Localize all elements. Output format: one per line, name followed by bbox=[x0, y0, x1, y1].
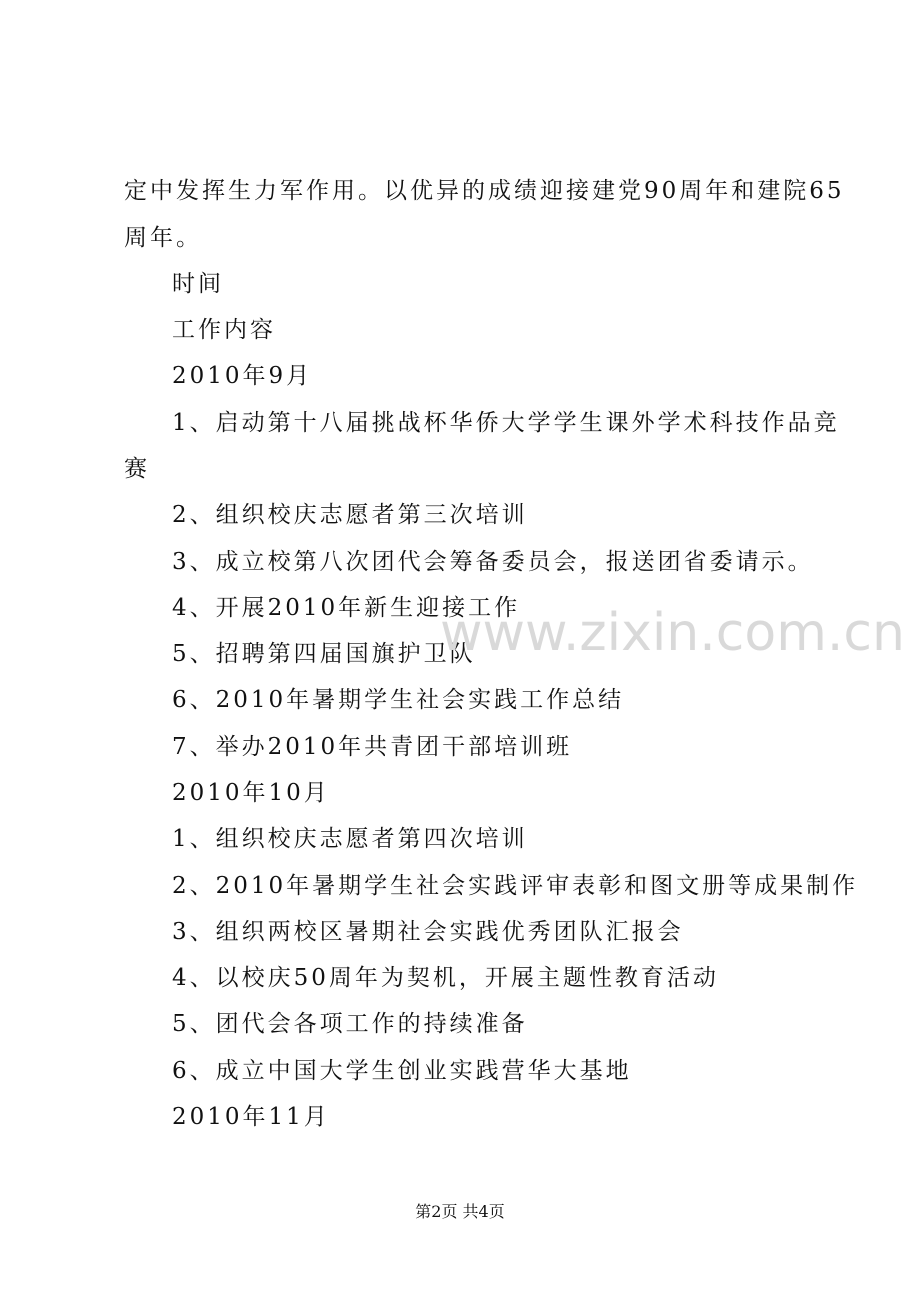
list-item: 2、组织校庆志愿者第三次培训 bbox=[172, 502, 528, 528]
list-item: 6、成立中国大学生创业实践营华大基地 bbox=[172, 1058, 632, 1084]
page-footer: 第2页 共4页 bbox=[415, 1202, 505, 1221]
list-item: 5、团代会各项工作的持续准备 bbox=[172, 1011, 528, 1037]
list-item: 1、启动第十八届挑战杯华侨大学学生课外学术科技作品竞 bbox=[172, 410, 840, 436]
list-item-continuation: 赛 bbox=[124, 456, 150, 482]
month-heading: 2010年9月 bbox=[172, 363, 313, 389]
list-item: 3、成立校第八次团代会筹备委员会，报送团省委请示。 bbox=[172, 549, 814, 575]
list-item: 2、2010年暑期学生社会实践评审表彰和图文册等成果制作 bbox=[172, 873, 859, 899]
list-item: 3、组织两校区暑期社会实践优秀团队汇报会 bbox=[172, 919, 684, 945]
section-heading-time: 时间 bbox=[172, 271, 224, 297]
text-line: 周年。 bbox=[124, 225, 202, 251]
month-heading: 2010年10月 bbox=[172, 780, 330, 806]
list-item: 7、举办2010年共青团干部培训班 bbox=[172, 734, 573, 760]
list-item: 4、开展2010年新生迎接工作 bbox=[172, 595, 521, 621]
watermark: www.zixin.com.cn bbox=[440, 603, 905, 663]
list-item: 1、组织校庆志愿者第四次培训 bbox=[172, 826, 528, 852]
list-item: 5、招聘第四届国旗护卫队 bbox=[172, 641, 476, 667]
list-item: 6、2010年暑期学生社会实践工作总结 bbox=[172, 687, 625, 713]
section-heading-content: 工作内容 bbox=[172, 317, 276, 343]
text-line: 定中发挥生力军作用。以优异的成绩迎接建党90周年和建院65 bbox=[124, 178, 845, 204]
list-item: 4、以校庆50周年为契机，开展主题性教育活动 bbox=[172, 965, 719, 991]
month-heading: 2010年11月 bbox=[172, 1104, 330, 1130]
